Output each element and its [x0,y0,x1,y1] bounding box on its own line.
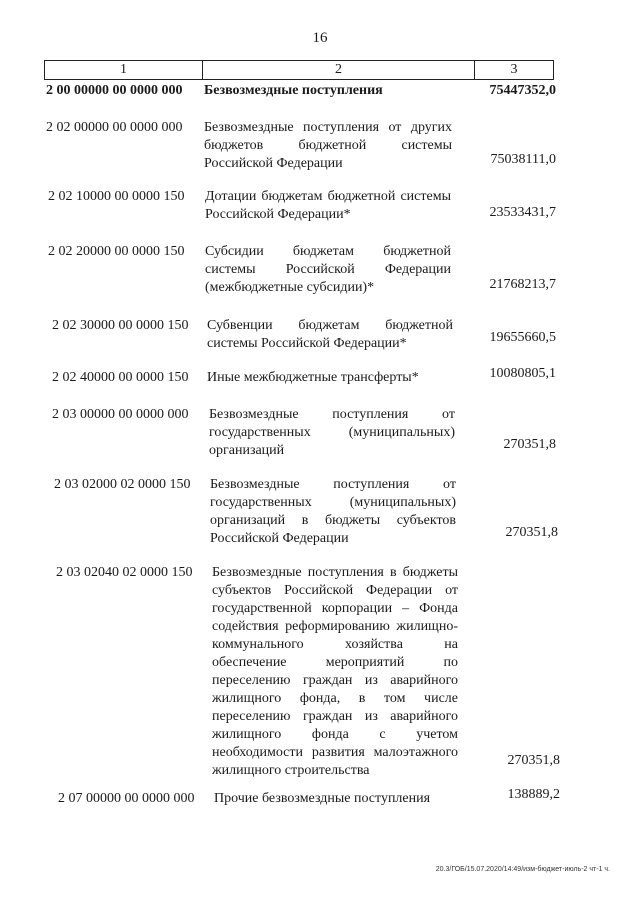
row-description: Безвозмездные поступления в бюджеты субъектов Российской Федерации от государственной корпорации – Фонда содействия реформированию жилищно-коммунального хозяйства на обеспечение мероприятий по переселению граждан из аварийного жилищного фонда, в том числе переселению граждан из аварийного жилищного фонда с учетом необходимости развития малоэтажного жилищного строительства [212,565,458,778]
row-code: 2 03 02000 02 0000 150 [54,477,191,492]
row-amount: 75447352,0 [489,83,556,98]
footer-stamp: 20.3/ГОБ/15.07.2020/14:49/изм-бюджет-июль-2 чт-1 ч. [435,866,610,873]
row-description: Безвозмездные поступления от государственных (муниципальных) организаций [209,407,455,458]
page-number: 16 [312,30,328,46]
row-amount: 138889,2 [507,787,560,802]
row-amount: 10080805,1 [489,366,556,381]
header-col-1: 1 [45,61,203,79]
row-description: Иные межбюджетные трансферты* [207,370,419,385]
row-amount: 270351,8 [503,437,556,452]
row-code: 2 02 10000 00 0000 150 [48,189,185,204]
row-code: 2 03 02040 02 0000 150 [56,565,193,580]
row-code: 2 02 20000 00 0000 150 [48,244,185,259]
row-amount: 19655660,5 [489,330,556,345]
row-description: Субвенции бюджетам бюджетной системы Российской Федерации* [207,318,453,351]
row-code: 2 02 30000 00 0000 150 [52,318,189,333]
row-amount: 75038111,0 [490,152,556,167]
table-header [44,60,554,80]
header-col-3: 3 [510,62,518,77]
row-description: Безвозмездные поступления от других бюджетов бюджетной системы Российской Федерации [204,120,452,171]
row-description: Безвозмездные поступления от государственных (муниципальных) организаций в бюджеты субъектов Российской Федерации [210,477,456,546]
row-amount: 270351,8 [505,525,558,540]
header-col-2: 2 [203,61,475,79]
row-description: Субсидии бюджетам бюджетной системы Российской Федерации (межбюджетные субсидии)* [205,244,451,295]
row-description: Безвозмездные поступления [204,83,383,98]
row-amount: 21768213,7 [489,277,556,292]
row-description: Прочие безвозмездные поступления [214,791,431,806]
row-amount: 23533431,7 [489,205,556,220]
row-code: 2 07 00000 00 0000 000 [58,791,195,806]
row-code: 2 00 00000 00 0000 000 [46,83,183,98]
row-code: 2 02 40000 00 0000 150 [52,370,189,385]
row-code: 2 02 00000 00 0000 000 [46,120,183,135]
row-code: 2 03 00000 00 0000 000 [52,407,189,422]
row-amount: 270351,8 [507,753,560,768]
row-description: Дотации бюджетам бюджетной системы Российской Федерации* [205,189,451,222]
